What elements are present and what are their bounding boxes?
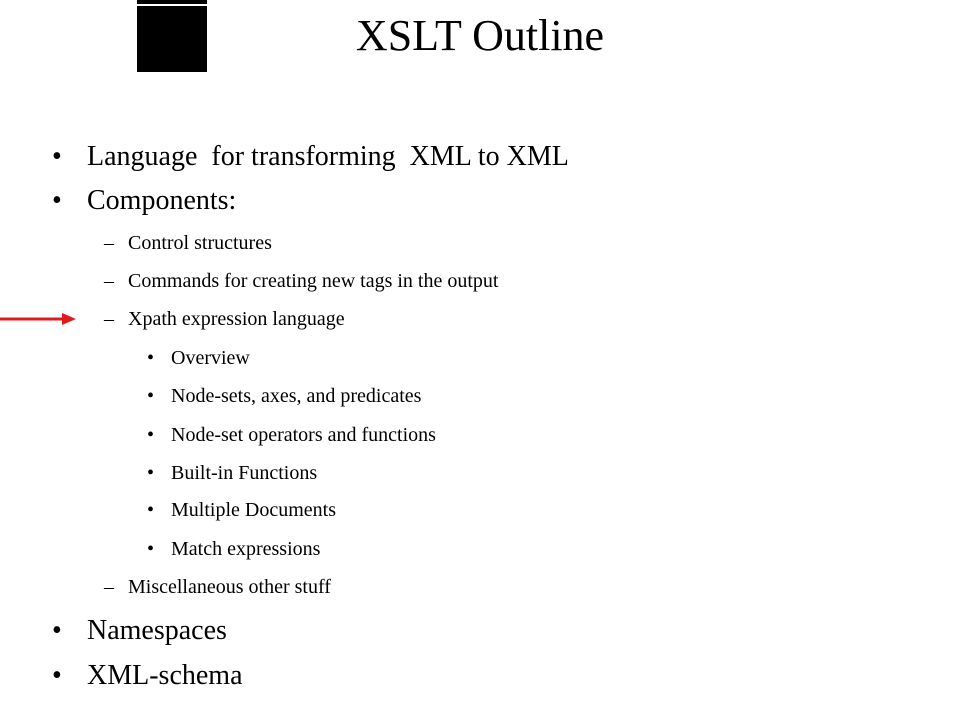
bullet-marker: •	[52, 615, 62, 646]
bullet-marker: •	[147, 538, 155, 560]
bullet-marker: •	[52, 141, 62, 172]
logo-block	[137, 0, 207, 72]
bullet-text: Language for transforming XML to XML	[87, 141, 569, 172]
sub-sub-bullet-text: Overview	[171, 347, 250, 369]
bullet-marker: •	[147, 385, 155, 407]
sub-bullet-text: Control structures	[128, 232, 272, 254]
sub-bullet-text: Xpath expression language	[128, 308, 345, 330]
slide-title: XSLT Outline	[355, 11, 605, 60]
bullet-marker: •	[147, 499, 155, 521]
bullet-text: XML-schema	[87, 660, 243, 691]
sub-sub-bullet-text: Node-sets, axes, and predicates	[171, 385, 422, 407]
sub-bullet-text: Commands for creating new tags in the output	[128, 270, 499, 292]
sub-bullet-text: Miscellaneous other stuff	[128, 576, 331, 598]
bullet-marker: •	[52, 185, 62, 216]
dash-marker: –	[104, 270, 114, 292]
bullet-marker: •	[52, 660, 62, 691]
dash-marker: –	[104, 308, 114, 330]
sub-sub-bullet-text: Node-set operators and functions	[171, 424, 436, 446]
dash-marker: –	[104, 232, 114, 254]
bullet-marker: •	[147, 424, 155, 446]
sub-sub-bullet-text: Match expressions	[171, 538, 321, 560]
sub-sub-bullet-text: Multiple Documents	[171, 499, 336, 521]
red-arrow-icon	[0, 309, 80, 329]
dash-marker: –	[104, 576, 114, 598]
red-arrow-head	[62, 313, 76, 325]
bullet-marker: •	[147, 347, 155, 369]
logo-line	[137, 4, 207, 6]
bullet-marker: •	[147, 462, 155, 484]
sub-sub-bullet-text: Built-in Functions	[171, 462, 318, 484]
bullet-text: Namespaces	[87, 615, 227, 646]
bullet-text: Components:	[87, 185, 237, 216]
